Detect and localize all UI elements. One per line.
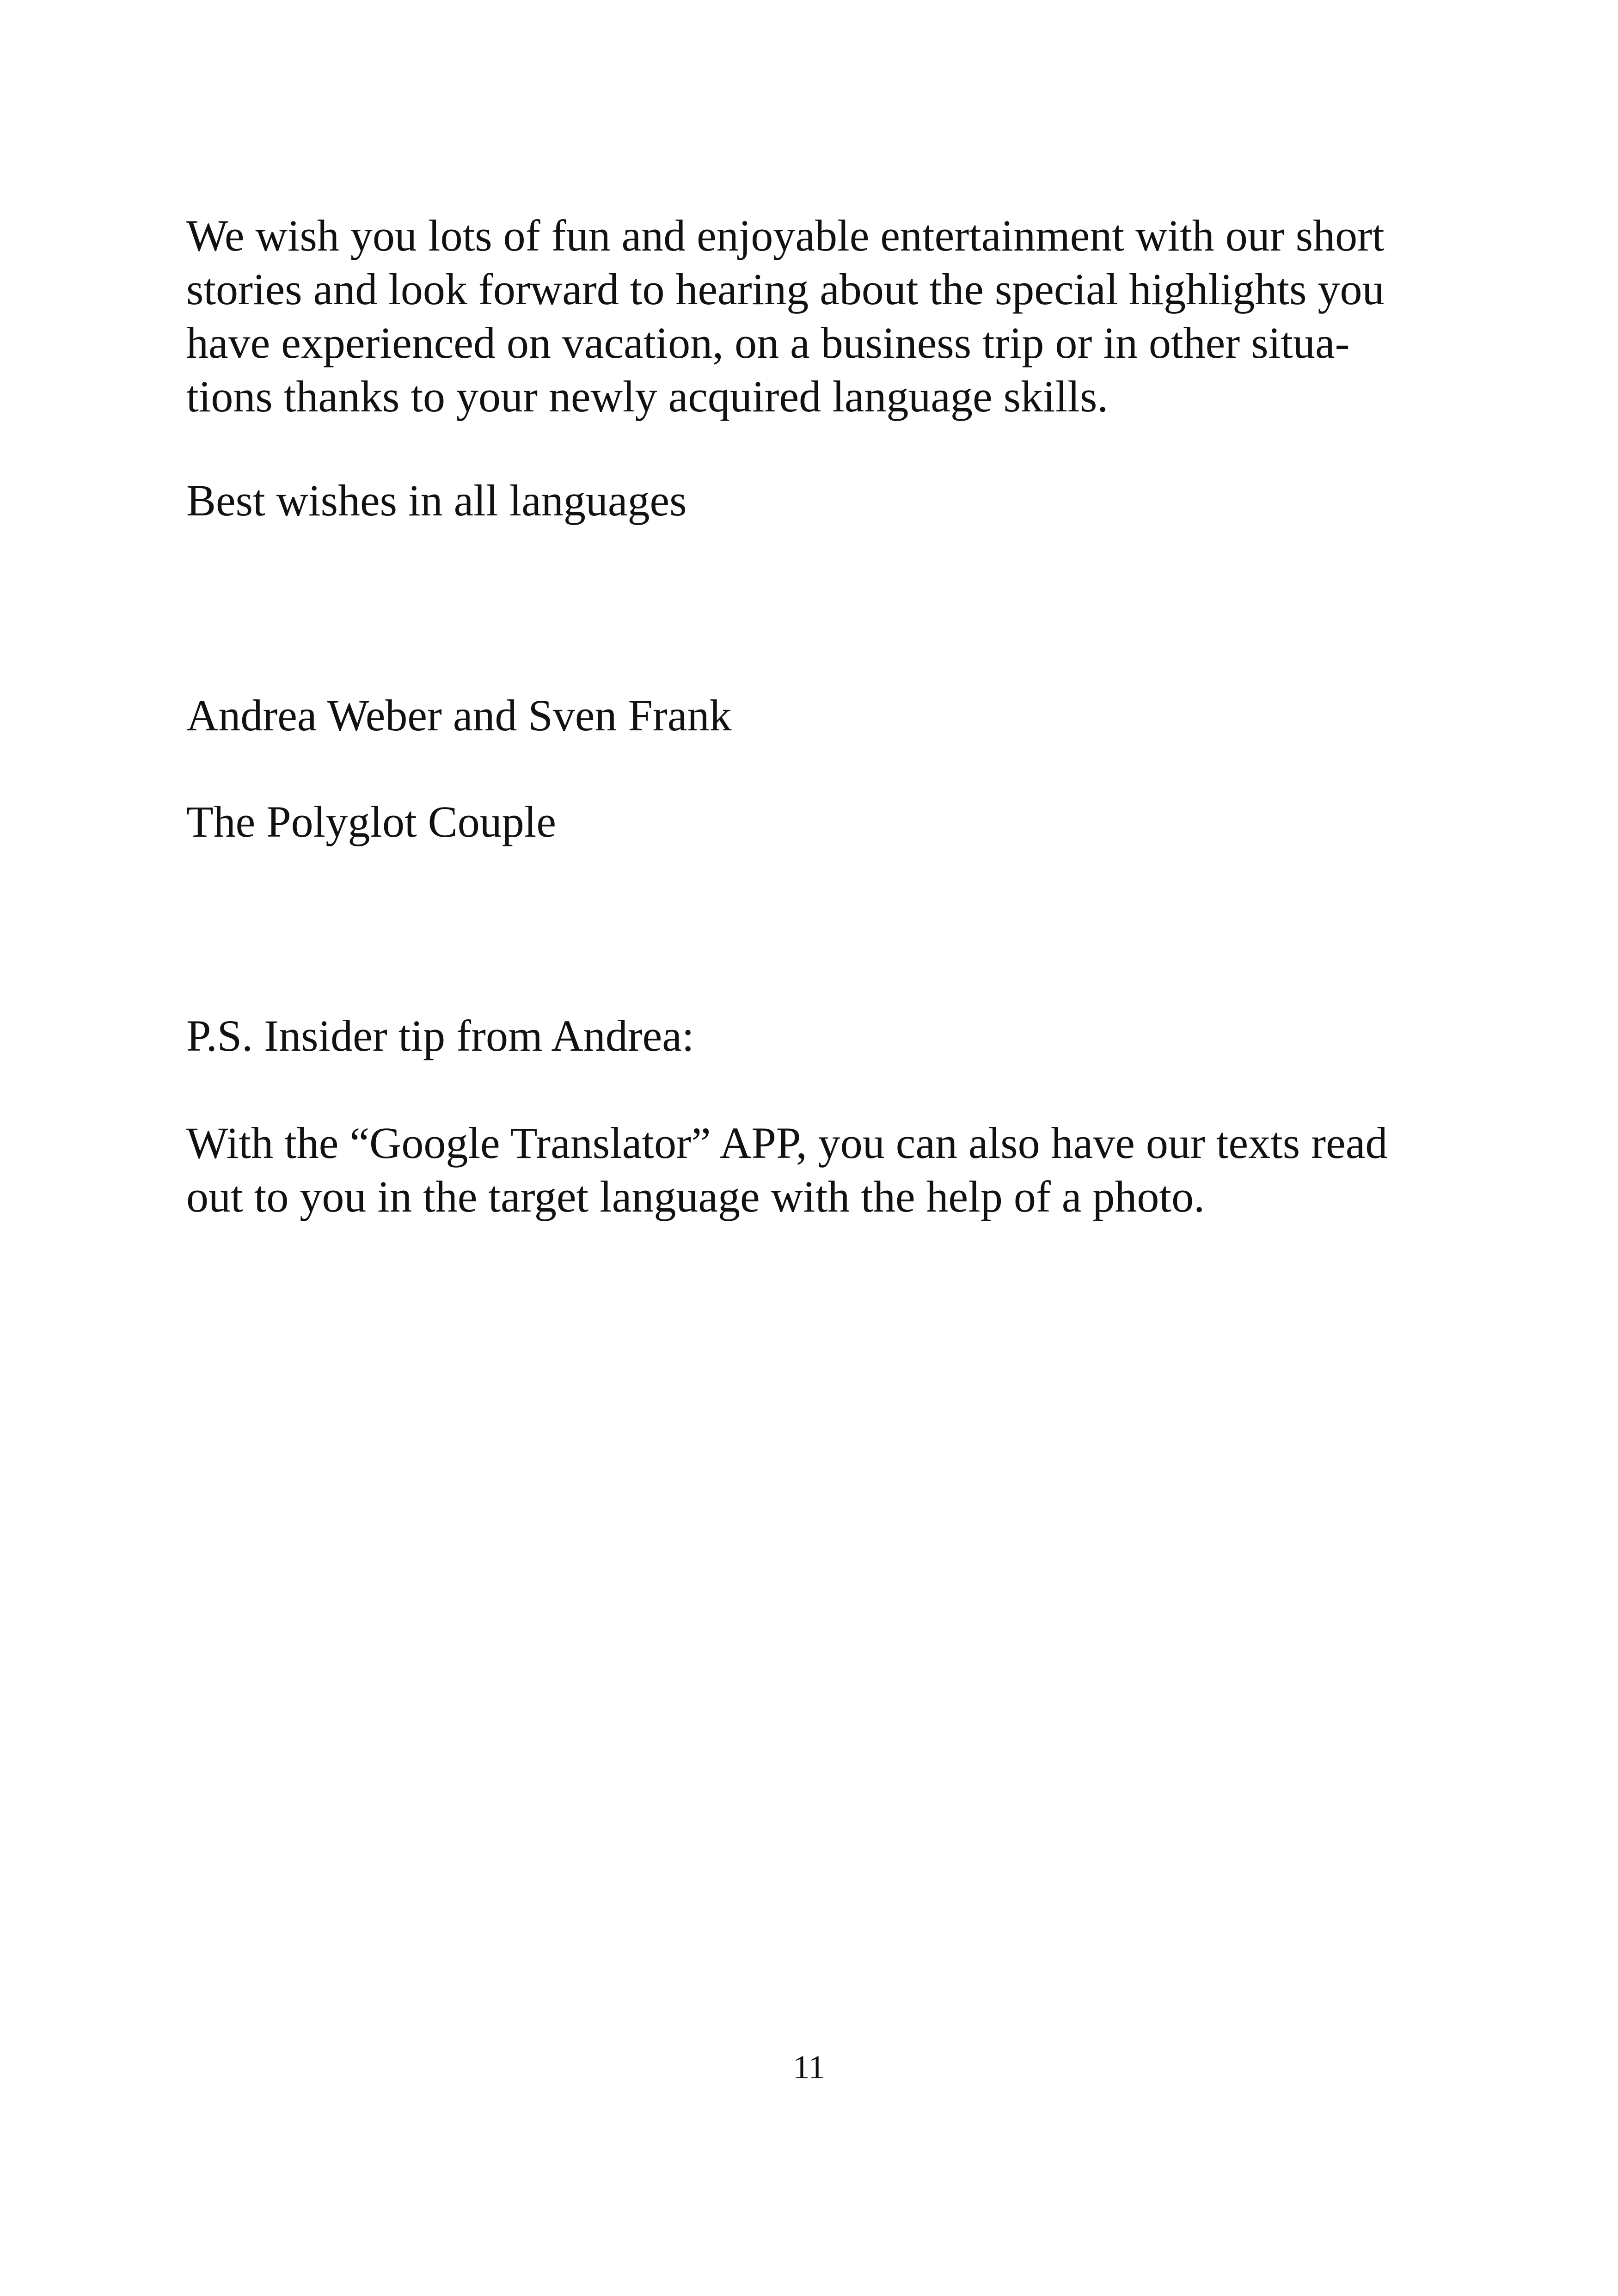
author-names-text: Andrea Weber and Sven Frank	[186, 691, 732, 740]
ps-heading-text: P.S. Insider tip from Andrea:	[186, 1011, 694, 1060]
tip-paragraph	[186, 1116, 1462, 1224]
intro-line: have experienced on vacation, on a business trip or in other situa-	[186, 318, 1350, 367]
author-names	[186, 689, 1462, 742]
ps-heading	[186, 1009, 1462, 1063]
closing-line	[186, 474, 1462, 527]
intro-paragraph	[186, 209, 1462, 423]
intro-line: We wish you lots of fun and enjoyable entertainment with our short	[186, 211, 1385, 260]
intro-line: stories and look forward to hearing about the special highlights you	[186, 264, 1385, 314]
tip-line: With the “Google Translator” APP, you can also have our texts read	[186, 1118, 1388, 1168]
tip-line: out to you in the target language with the help of a photo.	[186, 1172, 1205, 1221]
signature-line	[186, 795, 1462, 849]
intro-line: tions thanks to your newly acquired language skills.	[186, 372, 1109, 421]
page-number: 11	[793, 2049, 825, 2086]
signature-text: The Polyglot Couple	[186, 797, 556, 846]
closing-text: Best wishes in all languages	[186, 476, 687, 525]
